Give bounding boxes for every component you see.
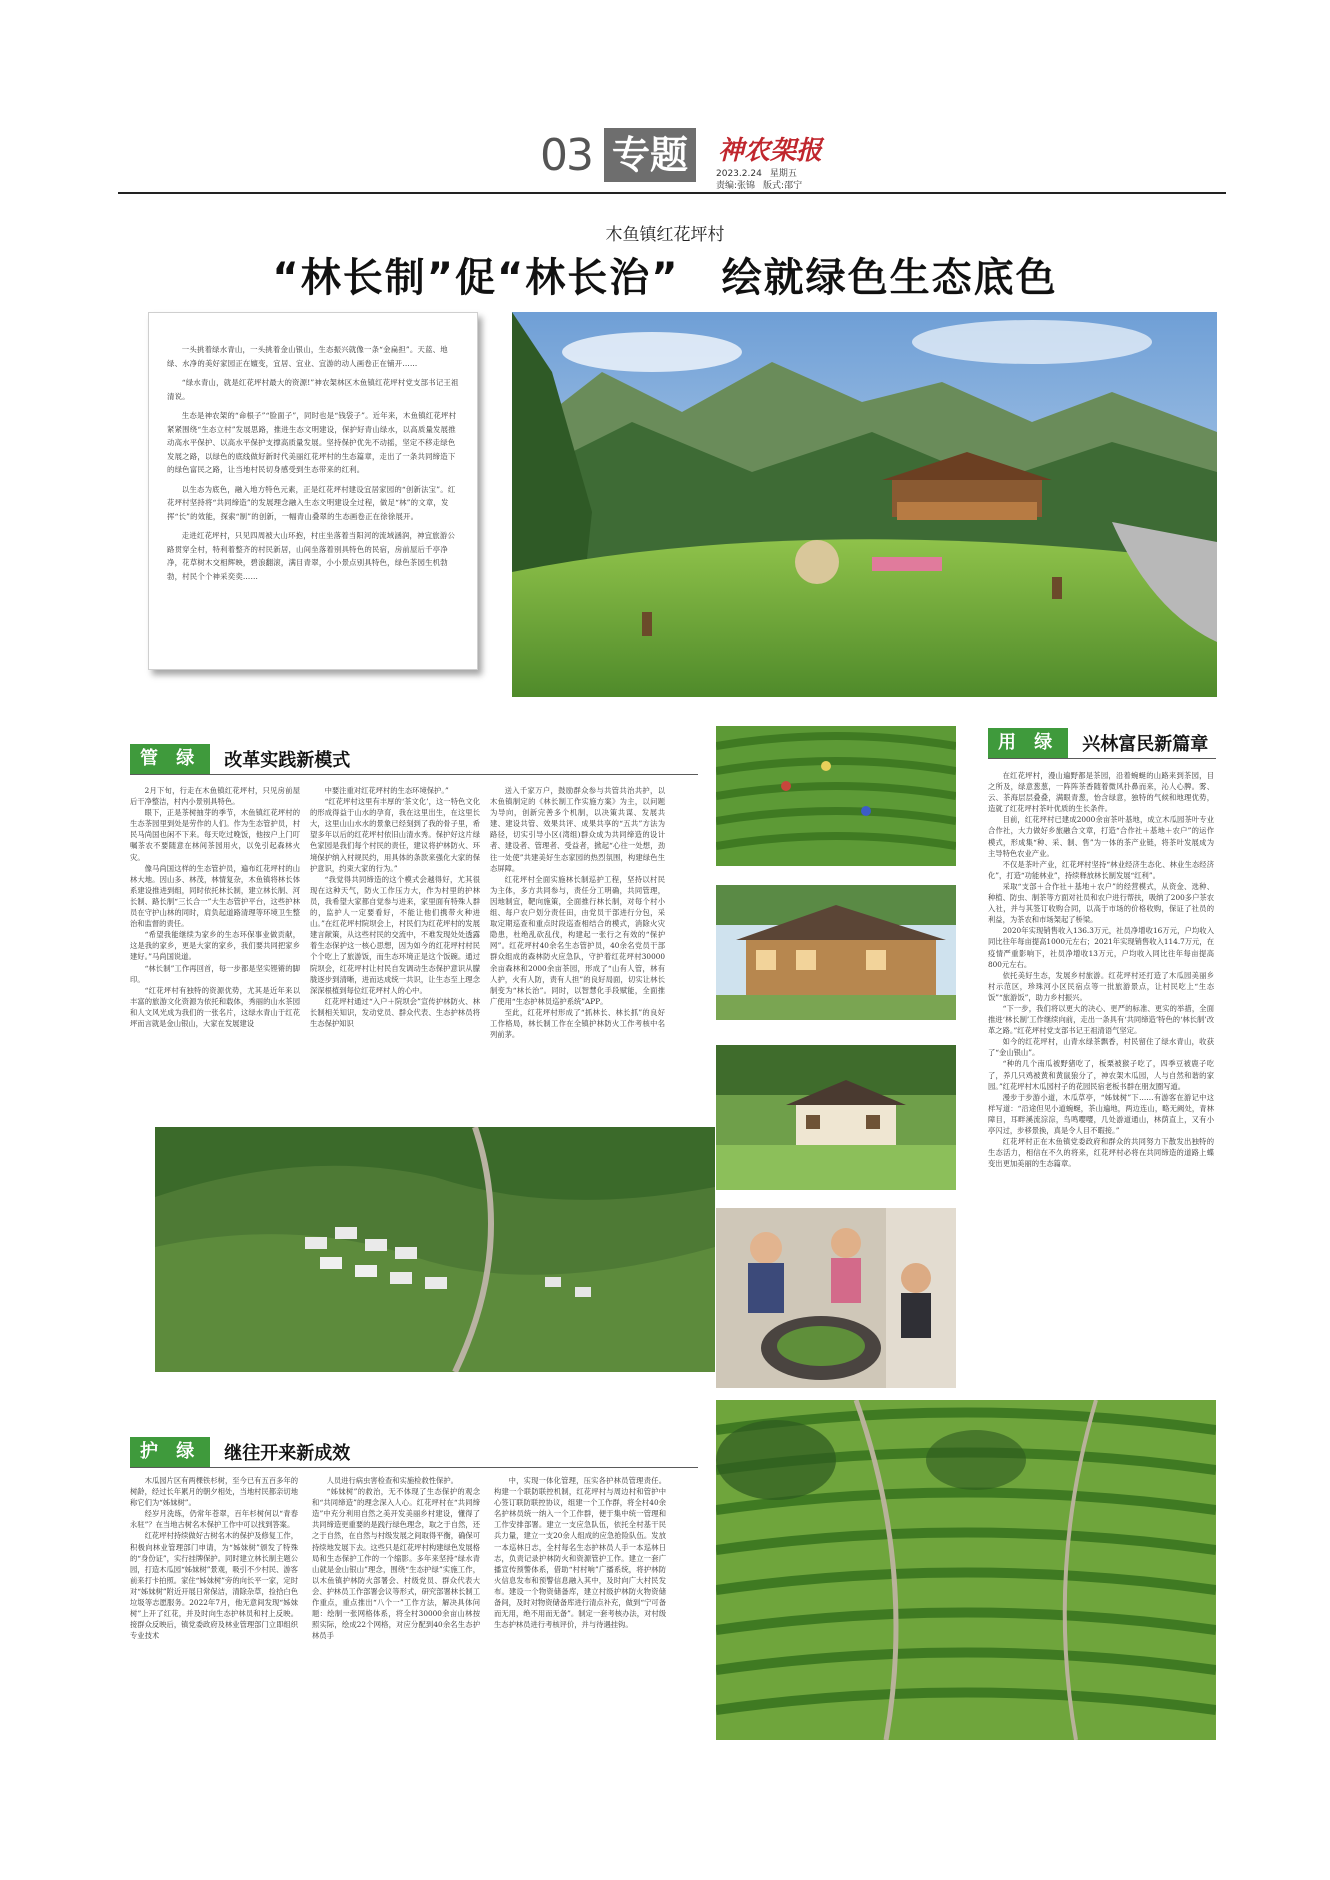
page-number: 03 xyxy=(540,130,592,181)
article-column xyxy=(312,1475,480,1740)
intro-paragraph: 走进红花坪村，只见四周被大山环抱，村庄坐落着当阳河的流域涵润，神宜旅游公路贯穿全村，特利着整齐的村民新居，山间坐落着别具特色的民宿，房前屋后千亭净净，花草树木交相辉映，碧浪翻滚，满目青翠，小小景点别具特色，绿色茶园生机勃勃，村民个个神采奕奕…… xyxy=(167,531,456,581)
headline-kicker: 木鱼镇红花坪村 xyxy=(605,225,725,245)
article-paragraph: 不仅是茶叶产业，红花坪村坚持“林业经济生态化、林业生态经济化”，打造“功能林业”，持续释放林长制发展“红利”。 xyxy=(988,859,1214,880)
article-paragraph: 经岁月洗练，仍常年苍翠，百年杉树何以“青春永驻”？在当地古树名木保护工作中可以找到答案。 xyxy=(130,1509,298,1530)
section-tag: 专题 xyxy=(604,128,696,182)
intro-paragraph: 生态是神农架的“命根子”“脸面子”，同时也是“钱袋子”。近年来，木鱼镇红花坪村紧紧围绕“生态立村”发展思路，推进生态文明建设，保护好青山绿水，以高质量发展推动高水平保护、以高水平保护支撑高质量发展。坚持保护优先不动摇，坚定不移走绿色发展之路，以绿色的底线做好新时代美丽红花坪村的生态篇章，走出了一条共同缔造下的绿色富民之路，让当地村民切身感受到生态带来的红利。 xyxy=(167,411,457,474)
article-column xyxy=(310,785,480,1115)
article-paragraph: 中要注重对红花坪村的生态环境保护。” xyxy=(324,786,449,795)
section-header-yong xyxy=(988,728,1208,758)
article-paragraph: 眼下，正是茶树抽芽的季节，木鱼镇红花坪村的生态茶园里到处是劳作的人们。作为生态管护员，村民马尚国也闲不下来。每天吃过晚饭，他按户上门叮嘱茶农不要随意在林间茶园用火，以免引起森林火灾。 xyxy=(130,808,300,862)
article-paragraph: 2020年实现销售收入136.3万元，社员净增收16万元，户均收入同比往年每亩提高1000元左右；2021年实现销售收入114.7万元，在疫情严重影响下，社员净增收13万元，户均收入同比往年每亩提高800元左右。 xyxy=(988,926,1214,969)
article-paragraph: “姊妹树”的救治，无不体现了生态保护的观念和“共同缔造”的理念深入人心。红花坪村在“共同缔造”中充分利用自然之美开发美丽乡村建设，懂得了共同缔造更重要的是践行绿色理念，取之于自然，还之于自然，在自然与村级发展之间取得平衡，确保可持续地发展下去。这些只是红花坪村构建绿色发展格局和生态保护工作的一个缩影。多年来坚持“绿水青山就是金山银山”理念，围绕“生态护绿”实施工作，以木鱼镇护林防火部署会、村级党员、群众代表大会、护林员工作部署会议等形式，研究部署林长制工作重点，重点推出“八个一”工作方法，解决具体问题：绘制一张网格体系，将全村30000余亩山林按照实际，绘成22个网格，对应分配到40余名生态护林员手 xyxy=(312,1487,480,1641)
headline-title: “林长制”促“林长治” 绘就绿色生态底色 xyxy=(272,255,1058,301)
article-paragraph: 木瓜园片区有两棵铁杉树，至今已有五百多年的树龄，经过长年累月的朝夕相处，当地村民都亲切地称它们为“姊妹树”。 xyxy=(130,1476,298,1508)
section-title: 改革实践新模式 xyxy=(224,750,351,771)
article-column xyxy=(130,1475,298,1740)
article-column xyxy=(988,770,1214,1380)
article-paragraph: 像马尚国这样的生态管护员，遍布红花坪村的山林大地。因山多、林茂，林情复杂，木鱼镇将林长体系建设推进到组，同时依托林长制，建立林长制、河长制、路长制“三长合一”大生态管护平台，这些护林员在守护山林的同时，肩负起道路清理等环境卫生整治和监督的责任。 xyxy=(130,863,300,929)
section-header-guan xyxy=(130,744,350,774)
article-paragraph: 在红花坪村，漫山遍野都是茶园，沿着蜿蜒的山路来到茶园，目之所及，绿意葱葱，一阵阵茶香随着微风扑鼻而来，沁人心脾。雾、云、茶海层层叠叠，满眼青葱，怡含绿意，独特的气候和地理优势，造就了红花坪村茶叶优质的生长条件。 xyxy=(988,771,1214,814)
tea-pickers-photo xyxy=(716,726,956,866)
section-badge: 管 绿 xyxy=(130,744,210,774)
wooden-house-photo xyxy=(716,885,956,1020)
article-paragraph: 依托美好生态，发展乡村旅游。红花坪村还打造了木瓜园美丽乡村示范区，珍珠河小区民宿点等一批旅游景点，让村民吃上“生态饭”“旅游饭”，助力乡村振兴。 xyxy=(988,970,1214,1002)
issue-weekday: 星期五 xyxy=(769,169,797,179)
article-paragraph: 至此，红花坪村形成了“抓林长、林长抓”的良好工作格局，林长制工作在全镇护林防火工作考核中名列前茅。 xyxy=(490,1007,665,1040)
article-paragraph: 送入千家万户，鼓励群众参与共管共治共护，以木鱼镇制定的《林长制工作实施方案》为主，以问题为导向，创新完善多个机制，以决策共谋、发展共建、建设共管、效果共评、成果共享的“五共”方法为路径，切实引导小区(湾组)群众成为共同缔造的设计者、建设者、管理者、受益者，掀起“心往一处想，劲往一处使”共建美好生态家园的热烈氛围，构建绿色生态屏障。 xyxy=(490,786,665,873)
village-pavilion-photo xyxy=(512,312,1217,697)
intro-paragraph: 一头挑着绿水青山，一头挑着金山银山，生态振兴就像一条“金扁担”。天蓝、地绿、水净的美好家园正在嬗变，宜居、宜业、宜游的动人画卷正在铺开…… xyxy=(167,345,448,368)
masthead xyxy=(0,0,1330,200)
section-rule xyxy=(130,1467,698,1468)
article-paragraph: 采取“支部＋合作社＋基地＋农户”的经营模式，从资金、选种、种植、防虫、制茶等方面对社员和农户进行帮扶，吸纳了200多户茶农入社，并与其签订收购合同，以高于市场的价格收购，保证了社员的利益，为茶农和市场架起了桥梁。 xyxy=(988,881,1214,925)
article-paragraph: 如今的红花坪村，山青水绿茶飘香，村民留住了绿水青山，收获了“金山银山”。 xyxy=(988,1037,1214,1058)
village-aerial-photo xyxy=(155,1127,715,1372)
article-paragraph: “种的几个南瓜被野猪吃了，板栗被猴子吃了，四季豆被鹿子吃了，养几只鸡被黄和黄鼠狼分了，神农架木瓜园，人与自然和谐的家园。”红花坪村木瓜园村子的花园民宿老板书群在朋友圈写道。 xyxy=(988,1059,1214,1091)
issue-layout: 版式:邵宁 xyxy=(763,181,803,191)
intro-paragraph: 以生态为底色，融入地方特色元素，正是红花坪村建设宜居家园的“创新法宝”。红花坪村坚持将“共同缔造”的发展理念融入生态文明建设全过程，做足“林”的文章，发挥“长”的效能，探索“制”的创新，一幅青山叠翠的生态画卷正在徐徐展开。 xyxy=(167,484,456,521)
article-paragraph: “希望我能继续为家乡的生态环保事业做贡献，这是我的家乡，更是大家的家乡，我们要共同把家乡建好。”马尚国说道。 xyxy=(130,930,300,962)
article-column xyxy=(130,785,300,1115)
article-paragraph: 2月下旬，行走在木鱼镇红花坪村，只见房前屋后干净整洁，村内小景别具特色。 xyxy=(130,786,300,807)
intro-paragraph: “绿水青山，就是红花坪村最大的资源!”神农架林区木鱼镇红花坪村党支部书记王祖清说。 xyxy=(167,378,459,401)
article-paragraph: “下一步，我们将以更大的决心、更严的标准、更实的举措，全面推进‘林长制’工作继续向前，走出一条具有‘共同缔造’特色的‘林长制’改革之路。”红花坪村党支部书记王祖清语气坚定。 xyxy=(988,1003,1214,1036)
issue-editor: 责编:张锦 xyxy=(716,181,756,191)
intro-box xyxy=(148,312,478,670)
masthead-rule xyxy=(118,192,1226,194)
article-paragraph: “林长制”工作再回首，每一步都是坚实铿锵的脚印。 xyxy=(130,963,300,984)
issue-date: 2023.2.24 xyxy=(716,169,762,179)
homestay-photo xyxy=(716,1045,956,1190)
section-rule xyxy=(130,774,698,775)
section-title: 兴林富民新篇章 xyxy=(1082,734,1209,755)
article-paragraph: 人员进行病虫害检查和实施检救性保护。 xyxy=(326,1476,458,1485)
article-paragraph: “我觉得共同缔造的这个模式会越得好，尤其很现在这种天气，防火工作压力大，作为村里的护林员，我希望大家都自觉参与进来，家里面有特殊人群的，监护人一定要看好，不能让他们携带火种进山。”在红花坪村院坝会上，村民们为红花坪村的发展建言献策，从这些村民的交流中，不难发现处处透露着生态保护这一核心思想，因为如今的红花坪村村民个个吃上了旅游饭，而生态环境正是这个饭碗。通过院坝会，红花坪村让村民自发调动生态保护意识从朦胧逐步到清晰，进而达成统一共识，让生态至上理念深深根植到每位红花坪村人的心中。 xyxy=(310,874,480,995)
article-paragraph: 红花坪村正在木鱼镇党委政府和群众的共同努力下散发出独特的生态活力，相信在不久的将来，红花坪村必将在共同缔造的道路上蝶变出更加美丽的生态篇章。 xyxy=(988,1137,1214,1169)
article-paragraph: “红花坪村有独特的资源优势，尤其是近年来以丰富的旅游文化资源为依托和载体，秀丽的山水茶园和人文风光成为我们的一张名片，这绿水青山于红花坪而言就是金山银山，大家在发展建设 xyxy=(130,985,300,1028)
tea-terrace-photo xyxy=(716,1400,1216,1740)
section-badge: 护 绿 xyxy=(130,1437,210,1467)
article-column xyxy=(490,785,665,1115)
article-paragraph: 红花坪村持续做好古树名木的保护及修复工作，积极向林业管理部门申请，为“姊妹树”颁发了特殊的“身份证”，实行挂牌保护。同时建立林长制主题公园，打造木瓜园“姊妹树”景观，吸引不少村民、游客前来打卡拍照。家住“姊妹树”旁的向长平一家，定时对“姊妹树”附近开展日常保洁，清除杂草，捡拾白色垃圾等志愿服务。2022年7月，他无意间发现“姊妹树”上开了红花，并及时向生态护林员和村上反映。接群众反映后，镇党委政府及林业管理部门立即组织专业技术 xyxy=(130,1531,298,1641)
section-header-hu xyxy=(130,1437,350,1467)
article-paragraph: 红花坪村通过“入户＋院坝会”宣传护林防火、林长制相关知识，发动党员、群众代表、生态护林员将生态保护知识 xyxy=(310,996,480,1028)
tea-making-photo xyxy=(716,1208,956,1388)
article-paragraph: 漫步于步游小道，木瓜草亭，“姊妹树”下……有游客在游记中这样写道：“沿途但见小道蜿蜒，茶山遍地，两边连山，略无阙处，青林障目，耳畔溪流淙淙，鸟鸣嘤嘤，几处游道通山，林荫直上，又有小亭闪过，步移景换，真是令人目不暇接。” xyxy=(988,1092,1214,1135)
article-column xyxy=(494,1475,666,1740)
section-title: 继往开来新成效 xyxy=(224,1443,351,1464)
newspaper-logo: 神农架报 xyxy=(718,136,823,166)
issue-info xyxy=(716,168,810,192)
article-paragraph: 红花坪村全面实施林长制巡护工程，坚持以村民为主体，多方共同参与，责任分工明确，共同管理，因地制宜，靶向施策，全面推行林长制，对每个村小组、每户农户划分责任田，由党员干部进行分包，采取定期巡查和重点时段巡查相结合的模式，消除火灾隐患，杜绝乱砍乱伐，构建起一张行之有效的“保护网”。红花坪村40余名生态管护员，40余名党员干部群众组成的森林防火应急队，守护着红花坪村30000余亩森林和2000余亩茶园，形成了“山有人管，林有人护，火有人防，责有人担”的良好局面，切实让林长制变为“林长治”。同时，以智慧化手段赋能，全面推广使用“生态护林员巡护系统”APP。 xyxy=(490,874,665,1006)
article-paragraph: 中，实现一体化管理，压实各护林员管理责任。构建一个联防联控机制，红花坪村与周边村和管护中心签订联防联控协议，组建一个工作群，将全村40余名护林员统一纳入一个工作群，便于集中统一管理和工作安排部署。建立一支应急队伍，依托全村基干民兵力量，建立一支20余人组成的应急抢险队伍。发放一本巡林日志，全村每名生态护林员人手一本巡林日志，负责记录护林防火和资源管护工作。建立一套广播宣传预警体系，借助“村村响”广播系统，将护林防火信息发布和预警信息融入其中，及时向广大村民发布。建设一个物资储备库，建立村级护林防火物资储备间，及时对物资储备库进行清点补充，做到“宁可备而无用，绝不用而无备”。制定一套考核办法，对村级生态护林员进行考核评价，并与待遇挂钩。 xyxy=(494,1476,666,1630)
article-paragraph: “红花坪村这里有丰厚的‘茶文化’，这一特色文化的形成得益于山水的孕育，我在这里出生，在这里长大，这里山山水水的景象已经刻到了我的骨子里，希望多年以后的红花坪村依旧山清水秀。保护好这片绿色家园是我们每个村民的责任，建议将护林防火、环境保护纳入村规民约，用具体的条款来强化大家的保护意识，约束大家的行为。” xyxy=(310,797,480,873)
section-badge: 用 绿 xyxy=(988,728,1068,758)
section-rule xyxy=(988,758,1216,759)
article-paragraph: 目前，红花坪村已建成2000余亩茶叶基地，成立木瓜园茶叶专业合作社，大力做好乡旅融合文章，打造“合作社＋基地＋农户”的运作模式，形成集“种、采、制、售”为一体的茶产业链，将茶叶发展成为主导特色农业产业。 xyxy=(988,815,1214,858)
